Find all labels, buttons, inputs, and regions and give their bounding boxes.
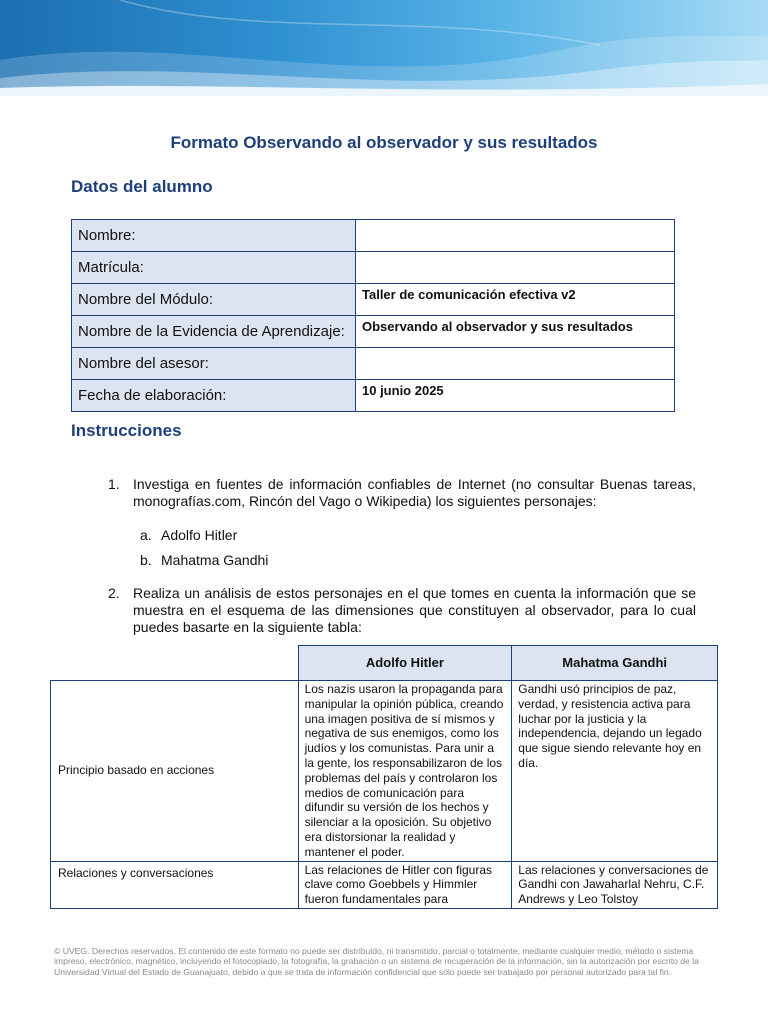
student-data-table xyxy=(71,219,675,412)
header-hitler: Adolfo Hitler xyxy=(298,646,512,681)
table-row xyxy=(72,252,675,284)
module-label: Nombre del Módulo: xyxy=(72,284,356,316)
instruction-text: Realiza un análisis de estos personajes en el que tomes en cuenta la información que se muestra en el esquema de las dimensiones que constituyen al observador, para lo cual puedes basarte en la siguiente tabla: xyxy=(133,585,696,635)
subitem-letter: a. xyxy=(140,527,152,543)
date-field[interactable]: 10 junio 2025 xyxy=(356,380,675,412)
enrollment-label: Matrícula: xyxy=(72,252,356,284)
row-label-actions: Principio basado en acciones xyxy=(51,681,299,862)
banner-wave-graphic xyxy=(0,0,768,96)
student-data-heading: Datos del alumno xyxy=(71,177,213,196)
header-gandhi: Mahatma Gandhi xyxy=(512,646,718,681)
name-label: Nombre: xyxy=(72,220,356,252)
row-label-relations: Relaciones y conversaciones xyxy=(51,861,299,908)
instruction-item-2 xyxy=(108,585,696,636)
table-header-row xyxy=(51,646,718,681)
hitler-relations-cell[interactable]: Las relaciones de Hitler con figuras clave como Goebbels y Himmler fueron fundamentales para xyxy=(298,861,512,908)
header-banner xyxy=(0,0,768,96)
module-field[interactable]: Taller de comunicación efectiva v2 xyxy=(356,284,675,316)
table-row xyxy=(72,220,675,252)
instructions-heading: Instrucciones xyxy=(71,421,182,440)
gandhi-actions-cell[interactable]: Gandhi usó principios de paz, verdad, y resistencia activa para luchar por la justicia y la independencia, dejando un legado que sigue siendo relevante hoy en día. xyxy=(512,681,718,862)
table-row xyxy=(72,284,675,316)
subitem-text: Mahatma Gandhi xyxy=(161,552,269,568)
table-row xyxy=(51,861,718,908)
table-row xyxy=(72,380,675,412)
advisor-label: Nombre del asesor: xyxy=(72,348,356,380)
instruction-item-1 xyxy=(108,476,696,510)
empty-header-cell xyxy=(51,646,299,681)
subitem-text: Adolfo Hitler xyxy=(161,527,238,543)
subitem-letter: b. xyxy=(140,552,152,568)
gandhi-relations-cell[interactable]: Las relaciones y conversaciones de Gandhi con Jawaharlal Nehru, C.F. Andrews y Leo Tolstoy xyxy=(512,861,718,908)
table-row xyxy=(72,348,675,380)
table-row xyxy=(72,316,675,348)
advisor-field[interactable] xyxy=(356,348,675,380)
instruction-text: Investiga en fuentes de información confiables de Internet (no consultar Buenas tareas, monografías.com, Rincón del Vago o Wikipedia) los siguientes personajes: xyxy=(133,476,696,509)
hitler-actions-cell[interactable]: Los nazis usaron la propaganda para manipular la opinión pública, creando una imagen positiva de sí mismos y negativa de sus enemigos, como los judíos y los comunistas. Para unir a la gente, los responsabilizaron de los problemas del país y controlaron los medios de comunicación para difundir su versión de los hechos y silenciar a la oposición. Su objetivo era distorsionar la realidad y mantener el poder. xyxy=(298,681,512,862)
copyright-footer: © UVEG. Derechos reservados. El contenido de este formato no puede ser distribuido, ni transmitido, parcial o totalmente, mediante cualquier medio, método o sistema impreso, electrónico, magnético, incluyendo el fotocopiado, la fotografía, la grabación o un sistema de recuperación de la información, sin la autorización por escrito de la Universidad Virtual del Estado de Guanajuato, debido a que se trata de información confidencial que sólo puede ser trabajado por personal autorizado para tal fin. xyxy=(54,946,699,977)
document-title: Formato Observando al observador y sus resultados xyxy=(170,133,598,152)
evidence-label: Nombre de la Evidencia de Aprendizaje: xyxy=(72,316,356,348)
evidence-field[interactable]: Observando al observador y sus resultados xyxy=(356,316,675,348)
instructions-list xyxy=(108,476,696,636)
subitem-gandhi xyxy=(108,552,696,569)
date-label: Fecha de elaboración: xyxy=(72,380,356,412)
instruction-number: 1. xyxy=(108,476,120,492)
table-row xyxy=(51,681,718,862)
instruction-number: 2. xyxy=(108,585,120,601)
enrollment-field[interactable] xyxy=(356,252,675,284)
name-field[interactable] xyxy=(356,220,675,252)
comparison-table xyxy=(50,645,718,909)
subitem-hitler xyxy=(108,527,696,544)
